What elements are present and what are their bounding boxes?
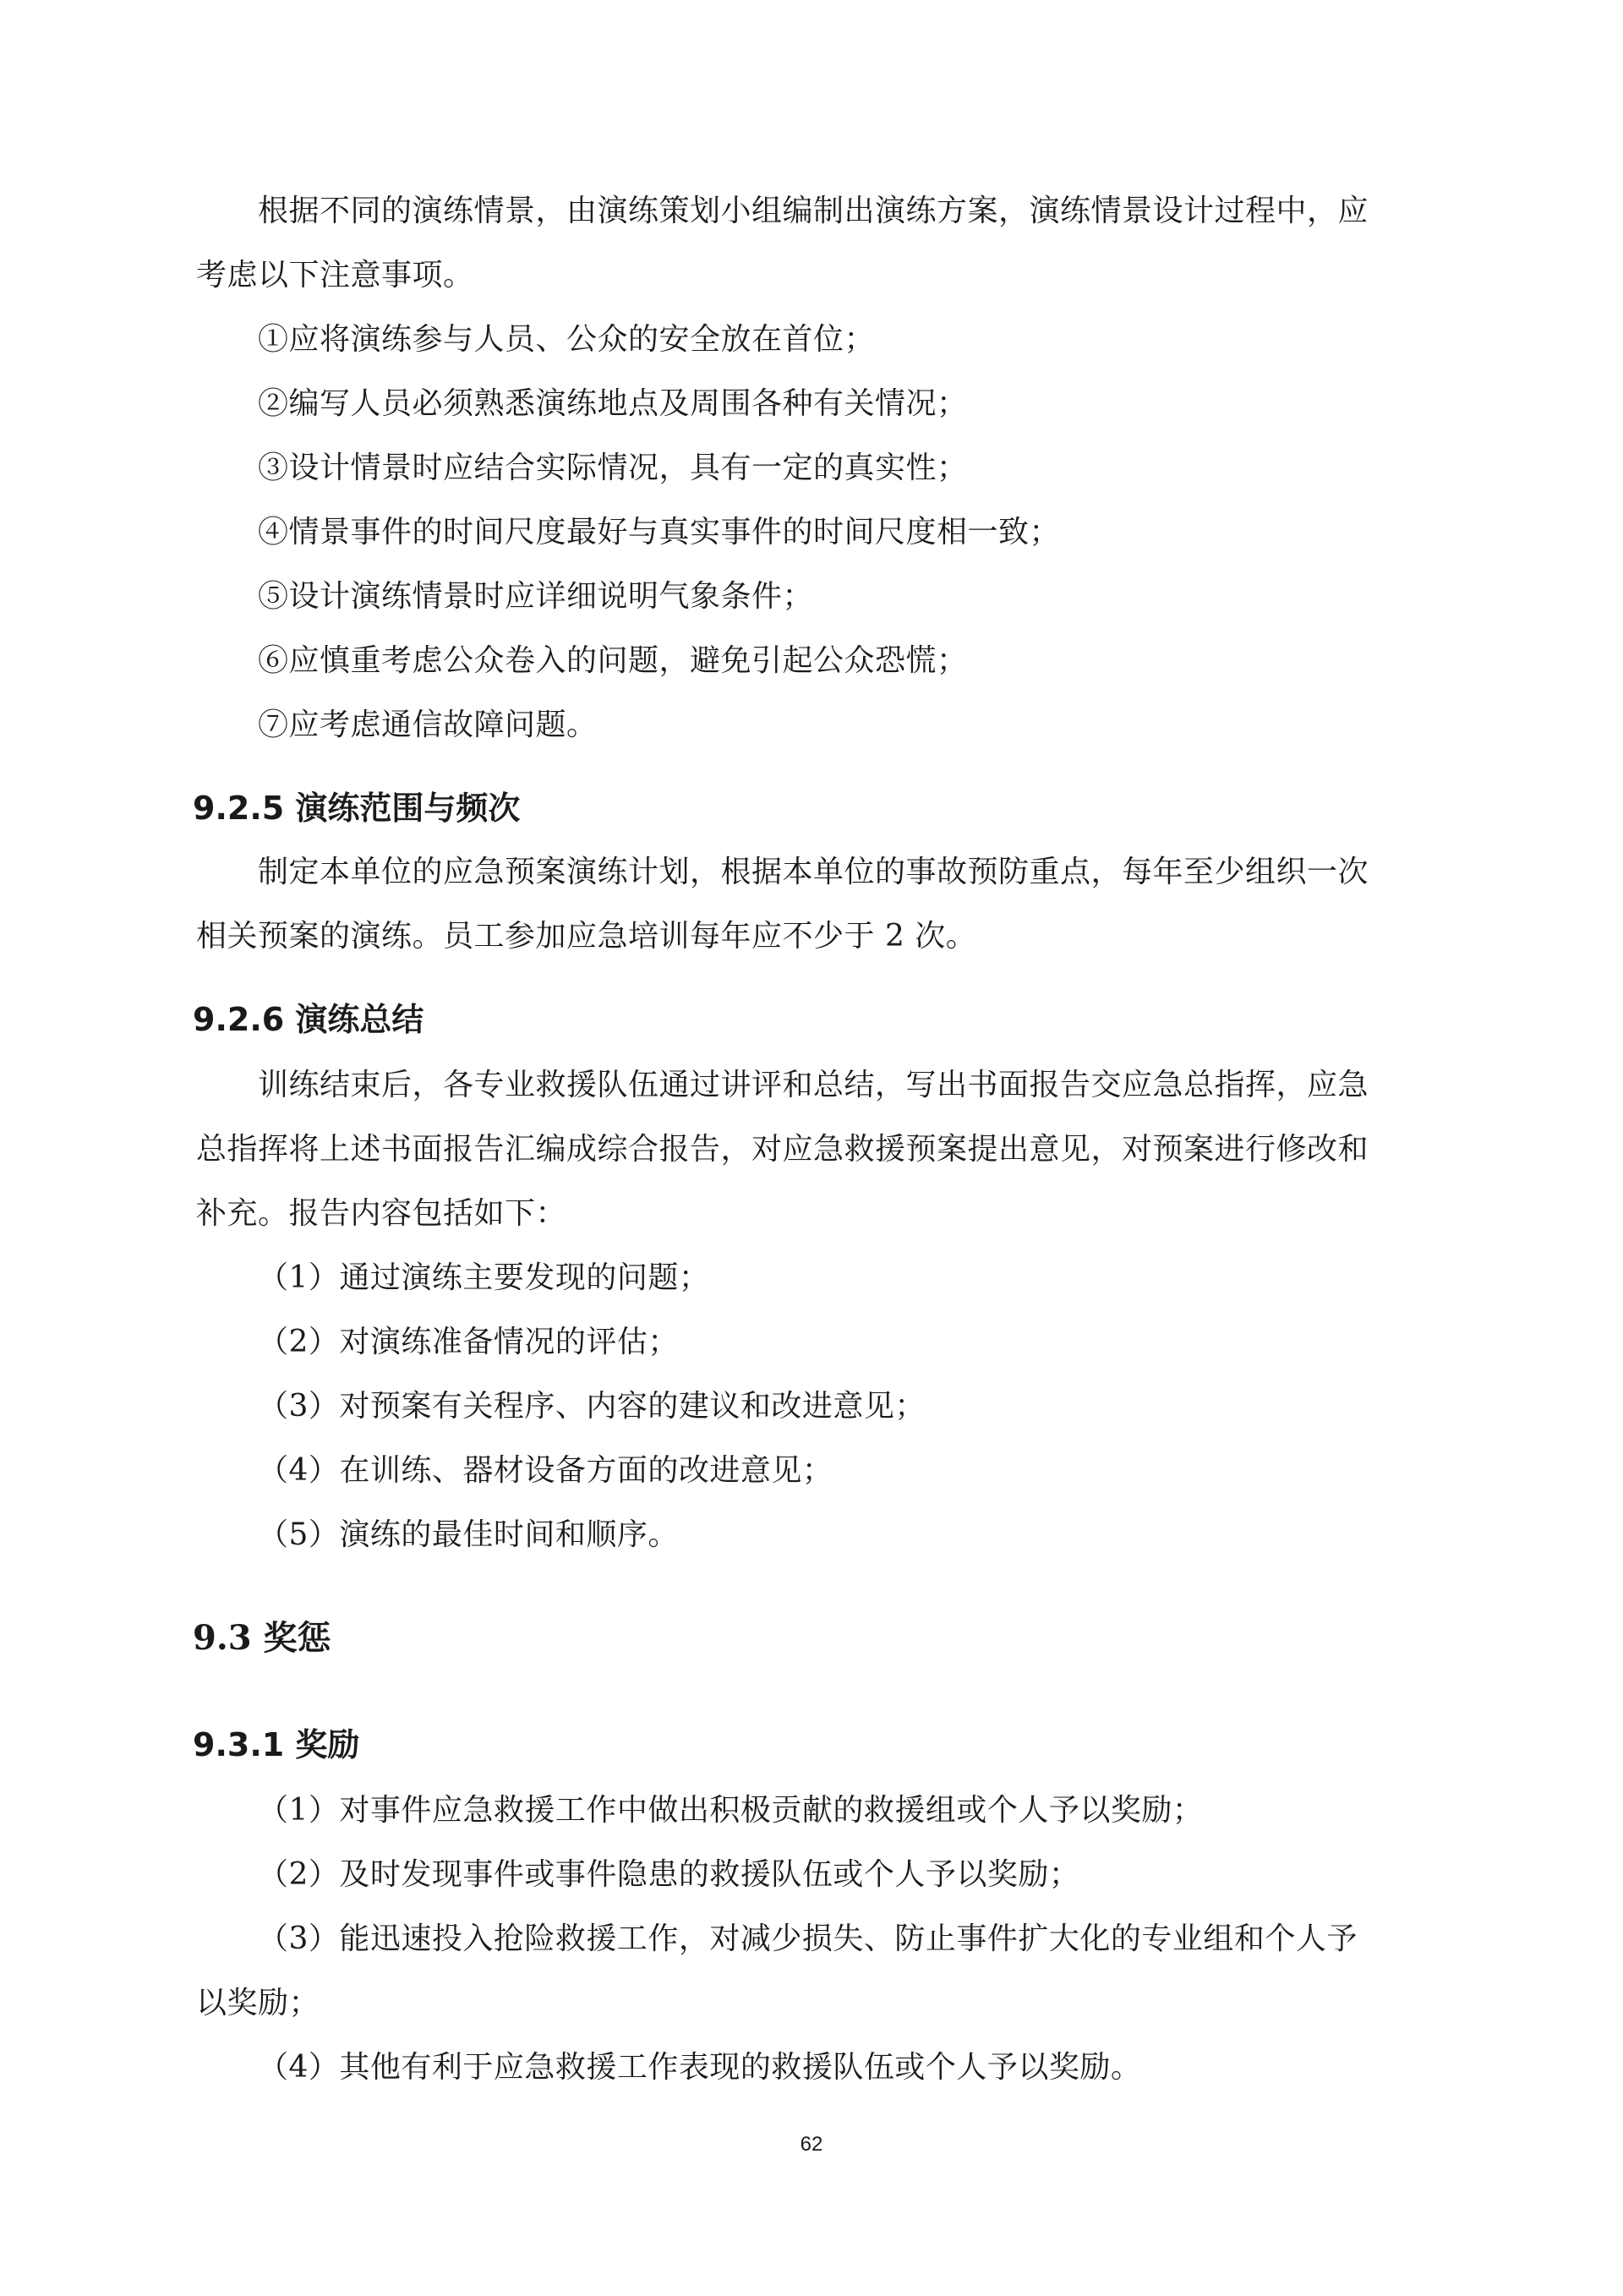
- paragraph-line: 考虑以下注意事项。: [196, 258, 474, 292]
- list-item: ⑦应考虑通信故障问题。: [258, 708, 598, 742]
- list-item: ⑤设计演练情景时应详细说明气象条件；: [258, 579, 814, 614]
- paragraph-line: 总指挥将上述书面报告汇编成综合报告，对应急救援预案提出意见，对预案进行修改和: [196, 1132, 1369, 1167]
- paragraph-line: 训练结束后，各专业救援队伍通过讲评和总结，写出书面报告交应急总指挥，应急: [258, 1068, 1369, 1102]
- list-item: （4）其他有利于应急救援工作表现的救援队伍或个人予以奖励。: [258, 2050, 1142, 2085]
- list-item: （3）能迅速投入抢险救援工作，对减少损失、防止事件扩大化的专业组和个人予: [258, 1922, 1358, 1956]
- section-heading-9-2-6: 9.2.6 演练总结: [193, 1001, 424, 1038]
- section-heading-9-3-1: 9.3.1 奖励: [193, 1726, 360, 1763]
- section-heading-9-2-5: 9.2.5 演练范围与频次: [193, 790, 521, 827]
- list-item: ③设计情景时应结合实际情况，具有一定的真实性；: [258, 451, 968, 485]
- list-item: （1）通过演练主要发现的问题；: [258, 1260, 710, 1295]
- paragraph-line: 根据不同的演练情景，由演练策划小组编制出演练方案，演练情景设计过程中，应: [258, 194, 1369, 228]
- list-item: （4）在训练、器材设备方面的改进意见；: [258, 1453, 833, 1488]
- paragraph-line: 补充。报告内容包括如下：: [196, 1196, 567, 1231]
- list-item: ⑥应慎重考虑公众卷入的问题，避免引起公众恐慌；: [258, 643, 968, 678]
- section-heading-9-3: 9.3 奖惩: [193, 1618, 331, 1658]
- list-item-continuation: 以奖励；: [196, 1986, 320, 2020]
- list-item: （5）演练的最佳时间和顺序。: [258, 1517, 679, 1552]
- list-item: （3）对预案有关程序、内容的建议和改进意见；: [258, 1389, 926, 1424]
- paragraph-line: 相关预案的演练。员工参加应急培训每年应不少于 2 次。: [196, 919, 977, 954]
- list-item: ④情景事件的时间尺度最好与真实事件的时间尺度相一致；: [258, 515, 1061, 549]
- list-item: ①应将演练参与人员、公众的安全放在首位；: [258, 322, 876, 357]
- list-item: （2）及时发现事件或事件隐患的救援队伍或个人予以奖励；: [258, 1857, 1080, 1892]
- paragraph-line: 制定本单位的应急预案演练计划，根据本单位的事故预防重点，每年至少组织一次: [258, 855, 1369, 889]
- list-item: （1）对事件应急救援工作中做出积极贡献的救援组或个人予以奖励；: [258, 1793, 1204, 1828]
- list-item: ②编写人员必须熟悉演练地点及周围各种有关情况；: [258, 386, 968, 421]
- list-item: （2）对演练准备情况的评估；: [258, 1325, 679, 1359]
- page-number: 62: [800, 2133, 823, 2156]
